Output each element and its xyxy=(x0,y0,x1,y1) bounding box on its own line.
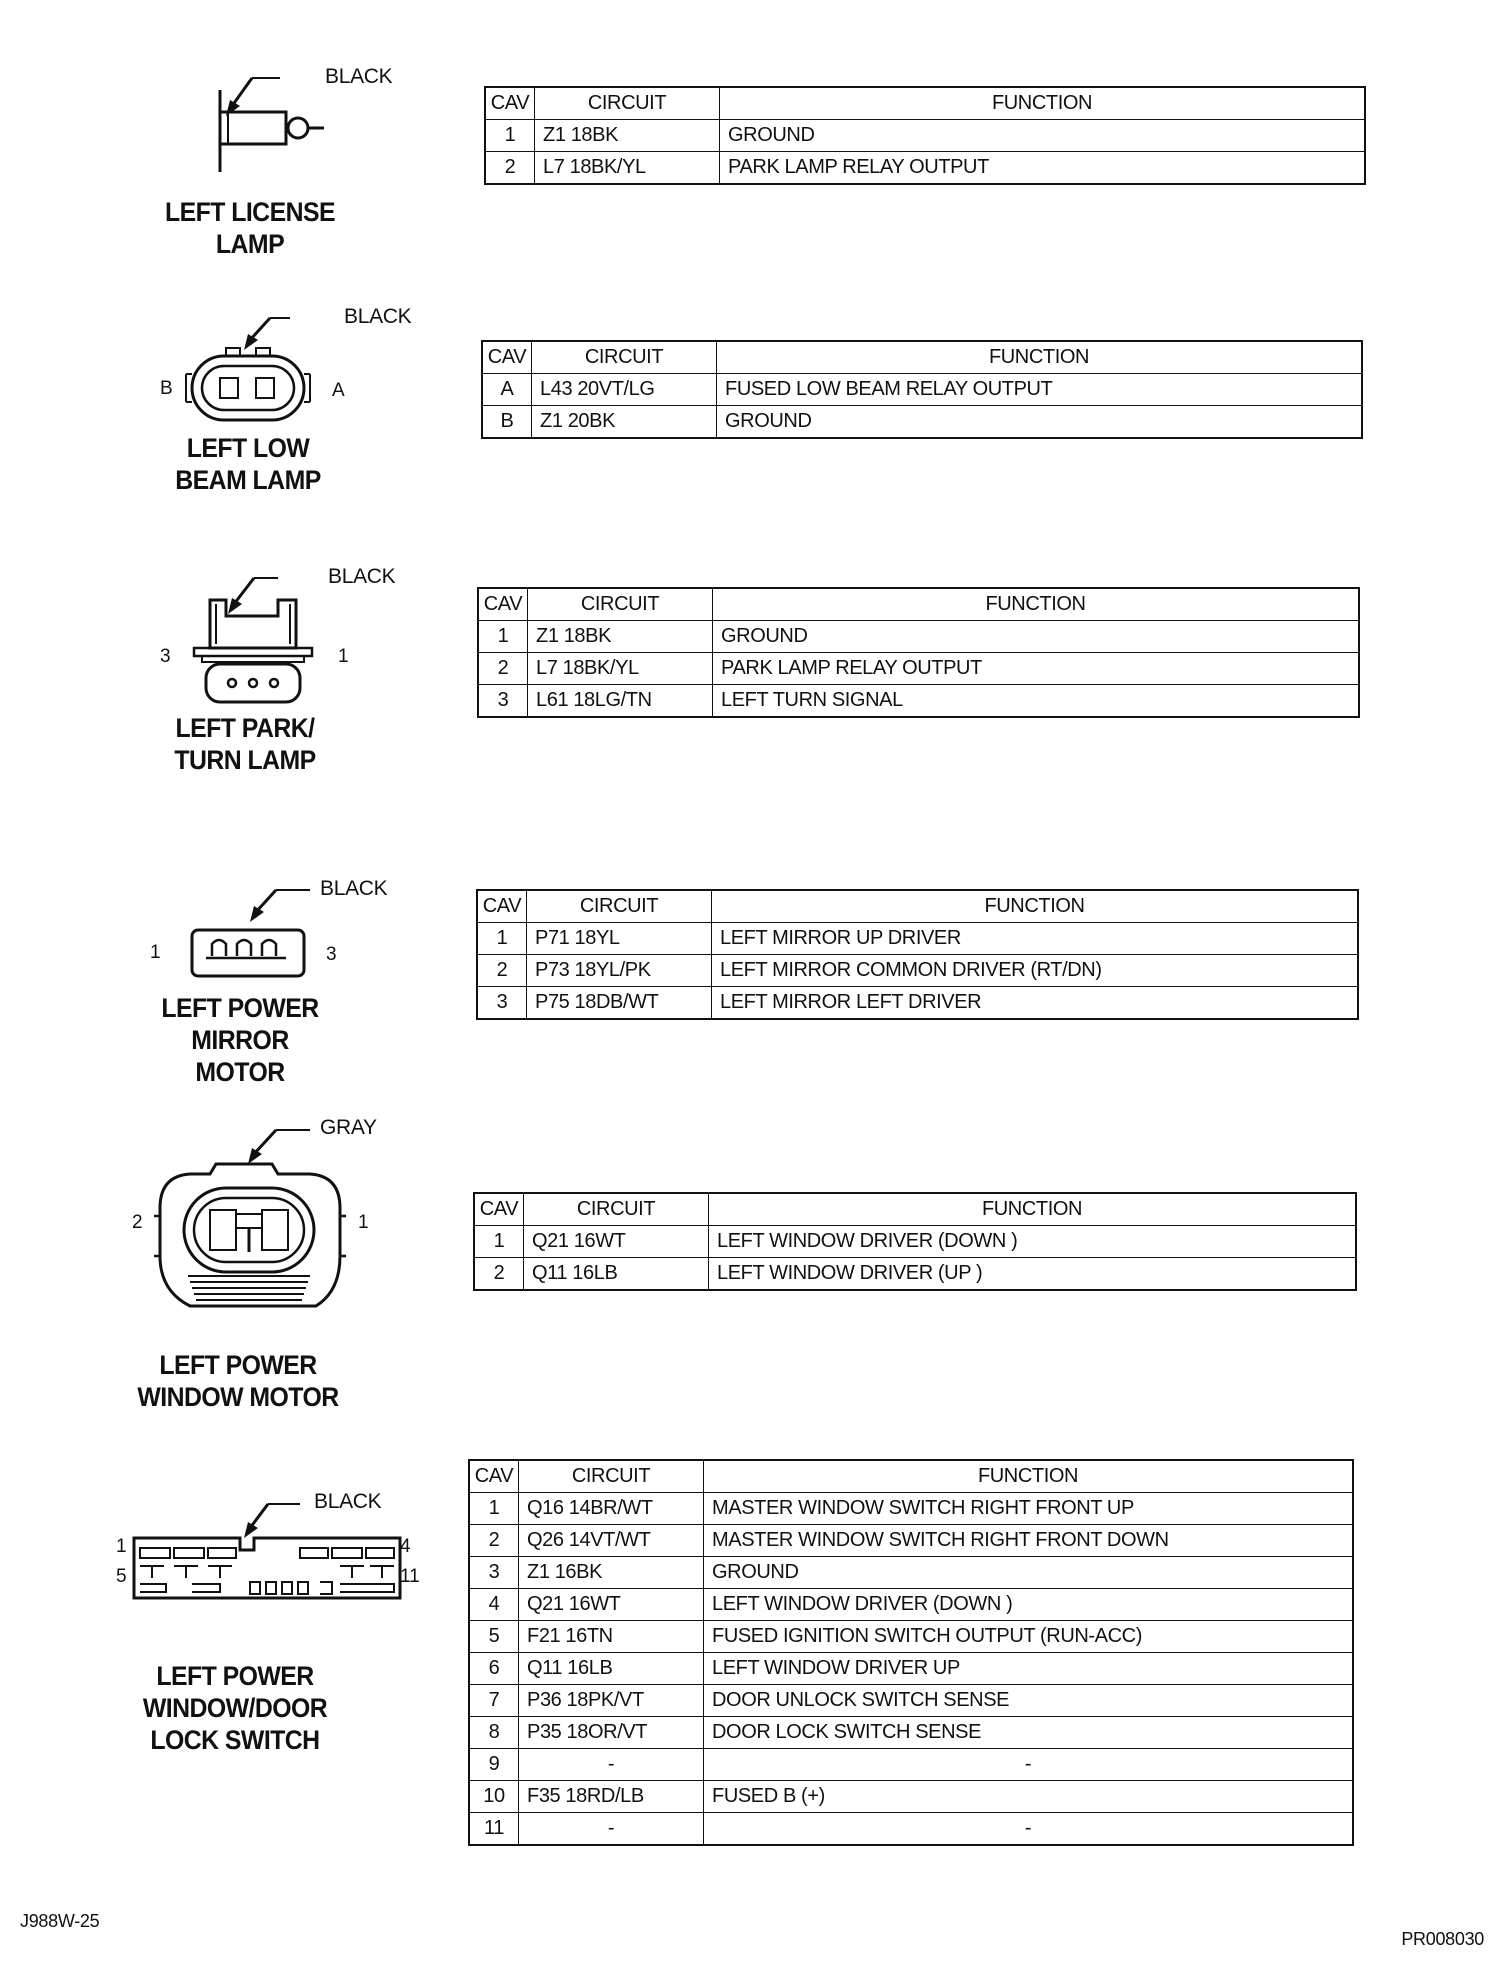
window-motor-connector-drawing xyxy=(120,1116,400,1331)
cav-header: CAV xyxy=(474,1193,524,1226)
pinout-table xyxy=(484,86,1366,185)
pinout-table xyxy=(468,1459,1354,1846)
function-cell: GROUND xyxy=(720,120,1366,152)
connector-color-label: BLACK xyxy=(320,877,388,900)
connector-name-line: WINDOW MOTOR xyxy=(137,1382,339,1412)
function-cell: - xyxy=(704,1813,1354,1846)
connector-name-line: WINDOW/DOOR xyxy=(142,1693,328,1723)
table-row xyxy=(469,1621,1353,1653)
cav-cell: 6 xyxy=(469,1653,519,1685)
pin-label: 2 xyxy=(132,1212,143,1233)
pin-label: 4 xyxy=(400,1536,411,1557)
function-cell: - xyxy=(704,1749,1354,1781)
cav-header: CAV xyxy=(477,890,527,923)
table-header-row xyxy=(469,1460,1353,1493)
function-header: FUNCTION xyxy=(713,588,1360,621)
circuit-cell: Z1 18BK xyxy=(535,120,720,152)
connector-name-line: TURN LAMP xyxy=(174,745,316,775)
pin-label: 3 xyxy=(160,646,171,667)
license-lamp-connector-drawing xyxy=(200,60,400,180)
function-cell: GROUND xyxy=(704,1557,1354,1589)
circuit-cell: P35 18OR/VT xyxy=(519,1717,704,1749)
function-cell: LEFT MIRROR LEFT DRIVER xyxy=(712,987,1359,1020)
low-beam-connector-drawing xyxy=(150,300,410,440)
function-cell: GROUND xyxy=(717,406,1363,439)
circuit-header: CIRCUIT xyxy=(528,588,713,621)
pin-label: 11 xyxy=(400,1566,420,1587)
function-cell: LEFT MIRROR COMMON DRIVER (RT/DN) xyxy=(712,955,1359,987)
cav-cell: 1 xyxy=(474,1226,524,1258)
pin-label: 1 xyxy=(358,1212,369,1233)
pin-label: A xyxy=(332,380,345,401)
table-row xyxy=(469,1557,1353,1589)
connector-name xyxy=(156,432,340,496)
circuit-cell: F35 18RD/LB xyxy=(519,1781,704,1813)
circuit-cell: Q16 14BR/WT xyxy=(519,1493,704,1525)
cav-cell: 3 xyxy=(469,1557,519,1589)
function-header: FUNCTION xyxy=(712,890,1359,923)
cav-cell: 10 xyxy=(469,1781,519,1813)
cav-cell: 9 xyxy=(469,1749,519,1781)
connector-name-line: BEAM LAMP xyxy=(175,465,321,495)
table-header-row xyxy=(474,1193,1356,1226)
pinout-table xyxy=(476,889,1359,1020)
table-row xyxy=(478,621,1359,653)
pin-label: 1 xyxy=(150,942,161,963)
connector-color-label: BLACK xyxy=(325,65,393,88)
cav-cell: 1 xyxy=(477,923,527,955)
table-row xyxy=(469,1653,1353,1685)
table-row xyxy=(477,955,1358,987)
function-cell: LEFT WINDOW DRIVER (DOWN ) xyxy=(704,1589,1354,1621)
circuit-cell: F21 16TN xyxy=(519,1621,704,1653)
cav-cell: 3 xyxy=(478,685,528,718)
connector-name-line: LEFT PARK/ xyxy=(175,713,315,743)
function-header: FUNCTION xyxy=(709,1193,1357,1226)
circuit-header: CIRCUIT xyxy=(524,1193,709,1226)
cav-cell: 3 xyxy=(477,987,527,1020)
connector-color-label: BLACK xyxy=(344,305,412,328)
cav-cell: B xyxy=(482,406,532,439)
table-row xyxy=(469,1589,1353,1621)
table-row xyxy=(469,1717,1353,1749)
circuit-cell: - xyxy=(519,1813,704,1846)
circuit-cell: P71 18YL xyxy=(527,923,712,955)
pinout-table xyxy=(477,587,1360,718)
circuit-cell: - xyxy=(519,1749,704,1781)
table-header-row xyxy=(478,588,1359,621)
table-row xyxy=(469,1749,1353,1781)
circuit-cell: Q11 16LB xyxy=(519,1653,704,1685)
function-cell: LEFT MIRROR UP DRIVER xyxy=(712,923,1359,955)
circuit-cell: L43 20VT/LG xyxy=(532,374,717,406)
function-cell: MASTER WINDOW SWITCH RIGHT FRONT UP xyxy=(704,1493,1354,1525)
circuit-cell: P73 18YL/PK xyxy=(527,955,712,987)
cav-header: CAV xyxy=(482,341,532,374)
connector-color-label: GRAY xyxy=(320,1116,377,1139)
pin-label: B xyxy=(160,378,173,399)
table-row xyxy=(482,374,1362,406)
circuit-cell: Z1 20BK xyxy=(532,406,717,439)
cav-cell: 2 xyxy=(478,653,528,685)
connector-name xyxy=(128,1349,349,1413)
table-header-row xyxy=(477,890,1358,923)
connector-name-line: LAMP xyxy=(215,229,285,259)
circuit-cell: L7 18BK/YL xyxy=(535,152,720,185)
cav-header: CAV xyxy=(478,588,528,621)
circuit-cell: Q11 16LB xyxy=(524,1258,709,1291)
function-cell: FUSED LOW BEAM RELAY OUTPUT xyxy=(717,374,1363,406)
mirror-motor-connector-drawing xyxy=(140,872,400,982)
cav-cell: 2 xyxy=(474,1258,524,1291)
table-row xyxy=(478,685,1359,718)
cav-cell: 7 xyxy=(469,1685,519,1717)
cav-cell: 1 xyxy=(478,621,528,653)
figure-id-right: PR008030 xyxy=(1401,1929,1484,1949)
park-turn-connector-drawing xyxy=(150,560,410,710)
connector-name-line: LEFT POWER xyxy=(159,1350,317,1380)
function-cell: PARK LAMP RELAY OUTPUT xyxy=(720,152,1366,185)
connector-name-line: LEFT POWER xyxy=(161,993,319,1023)
figure-id-left: J988W-25 xyxy=(20,1911,100,1931)
cav-cell: 2 xyxy=(485,152,535,185)
function-header: FUNCTION xyxy=(717,341,1363,374)
cav-cell: 2 xyxy=(477,955,527,987)
connector-name xyxy=(158,196,342,260)
connector-name-line: MOTOR xyxy=(195,1057,285,1087)
pinout-table xyxy=(473,1192,1357,1291)
pinout-table xyxy=(481,340,1363,439)
cav-header: CAV xyxy=(469,1460,519,1493)
table-row xyxy=(474,1258,1356,1291)
table-row xyxy=(469,1525,1353,1557)
cav-cell: 4 xyxy=(469,1589,519,1621)
function-cell: PARK LAMP RELAY OUTPUT xyxy=(713,653,1360,685)
table-row xyxy=(469,1813,1353,1846)
circuit-header: CIRCUIT xyxy=(519,1460,704,1493)
function-cell: DOOR UNLOCK SWITCH SENSE xyxy=(704,1685,1354,1717)
table-row xyxy=(485,120,1365,152)
connector-name xyxy=(148,992,332,1088)
connector-color-label: BLACK xyxy=(314,1490,382,1513)
cav-cell: 1 xyxy=(469,1493,519,1525)
table-header-row xyxy=(485,87,1365,120)
table-row xyxy=(478,653,1359,685)
table-header-row xyxy=(482,341,1362,374)
circuit-cell: Q21 16WT xyxy=(524,1226,709,1258)
circuit-cell: Q26 14VT/WT xyxy=(519,1525,704,1557)
function-cell: LEFT TURN SIGNAL xyxy=(713,685,1360,718)
connector-name-line: LOCK SWITCH xyxy=(150,1725,320,1755)
connector-name xyxy=(153,712,337,776)
cav-cell: 1 xyxy=(485,120,535,152)
pin-label: 1 xyxy=(116,1536,127,1557)
connector-name xyxy=(125,1660,346,1756)
connector-color-label: BLACK xyxy=(328,565,396,588)
table-row xyxy=(482,406,1362,439)
function-cell: LEFT WINDOW DRIVER UP xyxy=(704,1653,1354,1685)
cav-cell: 2 xyxy=(469,1525,519,1557)
cav-cell: 8 xyxy=(469,1717,519,1749)
function-cell: DOOR LOCK SWITCH SENSE xyxy=(704,1717,1354,1749)
circuit-header: CIRCUIT xyxy=(532,341,717,374)
function-header: FUNCTION xyxy=(720,87,1366,120)
table-row xyxy=(477,987,1358,1020)
circuit-cell: P36 18PK/VT xyxy=(519,1685,704,1717)
window-door-switch-connector-drawing xyxy=(100,1488,430,1608)
circuit-cell: L61 18LG/TN xyxy=(528,685,713,718)
function-header: FUNCTION xyxy=(704,1460,1354,1493)
function-cell: GROUND xyxy=(713,621,1360,653)
function-cell: MASTER WINDOW SWITCH RIGHT FRONT DOWN xyxy=(704,1525,1354,1557)
connector-name-line: MIRROR xyxy=(191,1025,289,1055)
table-row xyxy=(469,1493,1353,1525)
circuit-header: CIRCUIT xyxy=(527,890,712,923)
circuit-header: CIRCUIT xyxy=(535,87,720,120)
circuit-cell: Q21 16WT xyxy=(519,1589,704,1621)
function-cell: LEFT WINDOW DRIVER (DOWN ) xyxy=(709,1226,1357,1258)
function-cell: FUSED IGNITION SWITCH OUTPUT (RUN-ACC) xyxy=(704,1621,1354,1653)
table-row xyxy=(485,152,1365,185)
table-row xyxy=(469,1685,1353,1717)
cav-cell: 5 xyxy=(469,1621,519,1653)
table-row xyxy=(477,923,1358,955)
circuit-cell: L7 18BK/YL xyxy=(528,653,713,685)
connector-name-line: LEFT LOW xyxy=(186,433,310,463)
circuit-cell: Z1 16BK xyxy=(519,1557,704,1589)
connector-name-line: LEFT POWER xyxy=(156,1661,314,1691)
table-row xyxy=(474,1226,1356,1258)
circuit-cell: P75 18DB/WT xyxy=(527,987,712,1020)
pin-label: 5 xyxy=(116,1566,127,1587)
function-cell: FUSED B (+) xyxy=(704,1781,1354,1813)
circuit-cell: Z1 18BK xyxy=(528,621,713,653)
pin-label: 1 xyxy=(338,646,349,667)
connector-name-line: LEFT LICENSE xyxy=(164,197,336,227)
cav-cell: A xyxy=(482,374,532,406)
pin-label: 3 xyxy=(326,944,337,965)
cav-header: CAV xyxy=(485,87,535,120)
cav-cell: 11 xyxy=(469,1813,519,1846)
function-cell: LEFT WINDOW DRIVER (UP ) xyxy=(709,1258,1357,1291)
table-row xyxy=(469,1781,1353,1813)
